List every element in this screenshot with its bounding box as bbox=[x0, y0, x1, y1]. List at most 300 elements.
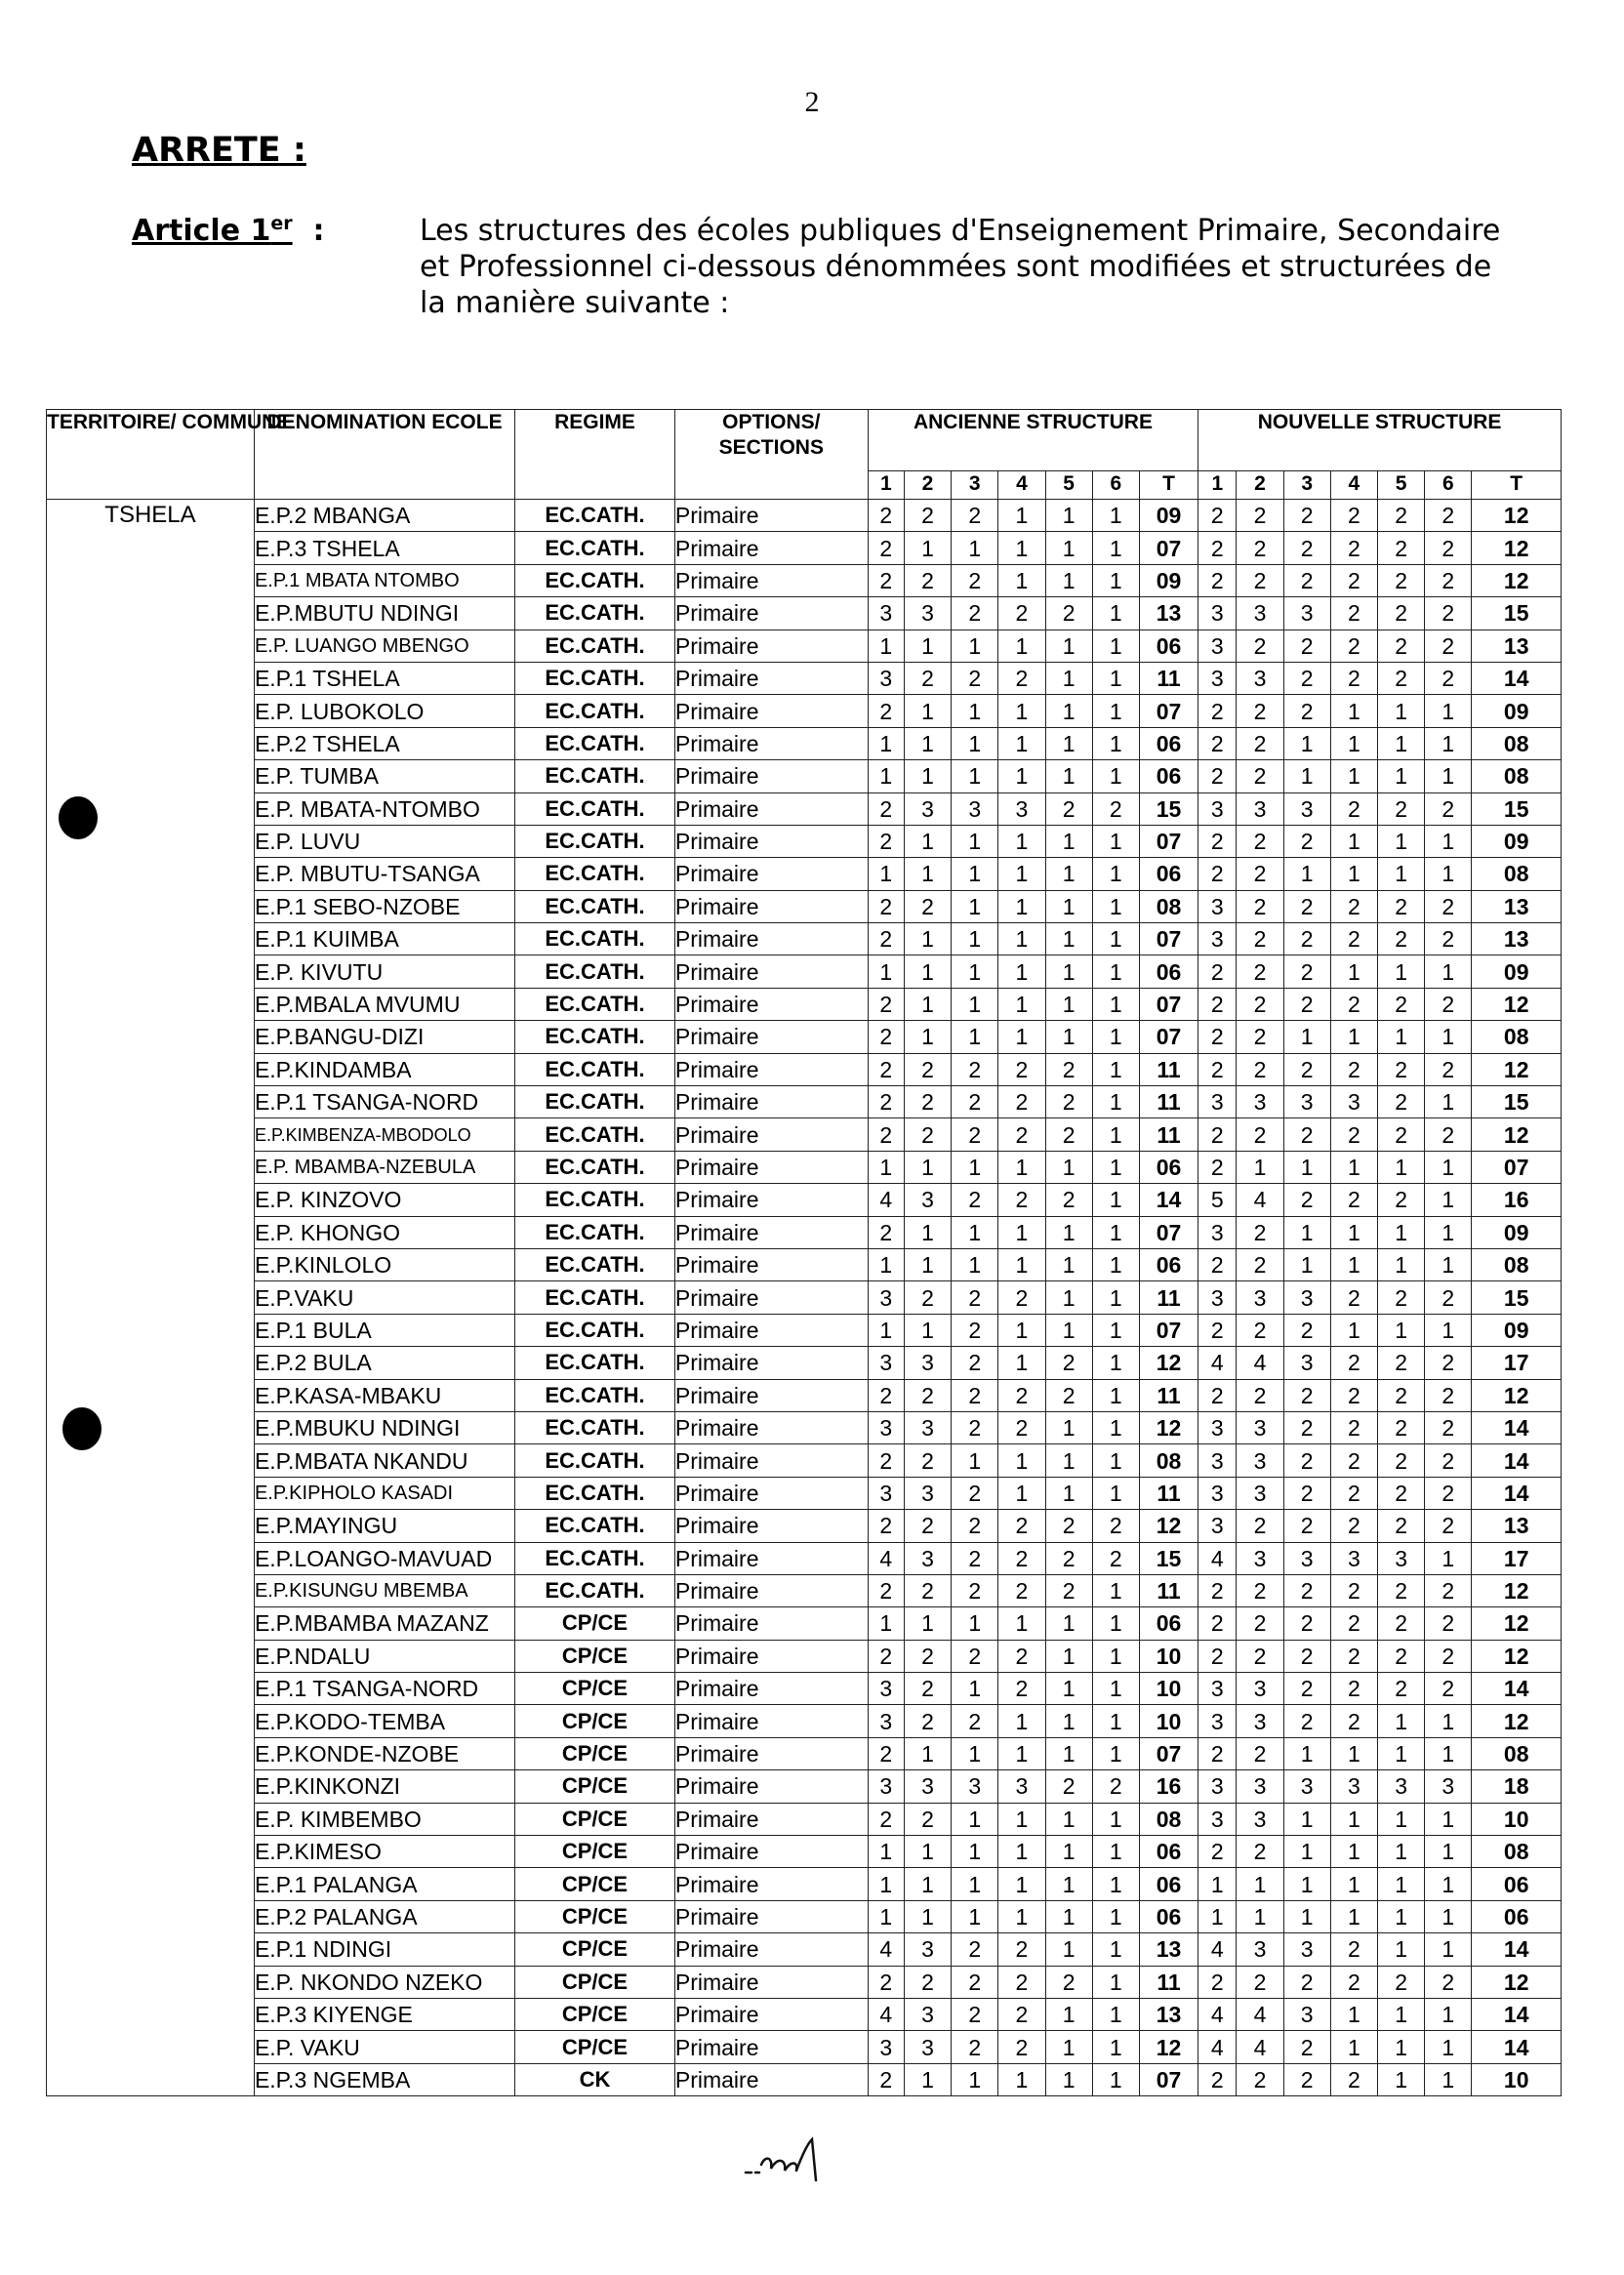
nouvelle-grade-cell: 2 bbox=[1378, 1966, 1425, 1998]
option-cell: Primaire bbox=[674, 825, 868, 857]
ancienne-grade-cell: 1 bbox=[1092, 1411, 1139, 1443]
ancienne-grade-cell: 3 bbox=[904, 1770, 951, 1803]
nouvelle-grade-cell: 2 bbox=[1425, 1607, 1472, 1640]
regime-cell: EC.CATH. bbox=[515, 955, 675, 988]
regime-cell: EC.CATH. bbox=[515, 1444, 675, 1477]
regime-cell: EC.CATH. bbox=[515, 1151, 675, 1183]
nouvelle-grade-cell: 4 bbox=[1237, 2031, 1283, 2063]
nouvelle-grade-cell: 2 bbox=[1283, 1673, 1330, 1705]
nouvelle-grade-cell: 2 bbox=[1237, 1248, 1283, 1280]
nouvelle-grade-cell: 3 bbox=[1283, 792, 1330, 825]
ancienne-grade-cell: 2 bbox=[998, 1966, 1045, 1998]
regime-cell: EC.CATH. bbox=[515, 1021, 675, 1053]
regime-cell: EC.CATH. bbox=[515, 1248, 675, 1280]
nouvelle-grade-cell: 2 bbox=[1198, 1118, 1237, 1151]
ancienne-grade-cell: 1 bbox=[1092, 1118, 1139, 1151]
school-name-cell: E.P.1 MBATA NTOMBO bbox=[254, 564, 514, 596]
nouvelle-grade-cell: 3 bbox=[1198, 597, 1237, 630]
option-cell: Primaire bbox=[674, 1021, 868, 1053]
regime-cell: EC.CATH. bbox=[515, 1542, 675, 1574]
ancienne-grade-cell: 1 bbox=[904, 695, 951, 727]
school-name-cell: E.P.KINLOLO bbox=[254, 1248, 514, 1280]
nouvelle-grade-cell: 3 bbox=[1283, 1542, 1330, 1574]
nouvelle-grade-cell: 2 bbox=[1283, 1640, 1330, 1672]
nouvelle-grade-cell: 1 bbox=[1330, 1151, 1377, 1183]
school-name-cell: E.P. LUVU bbox=[254, 825, 514, 857]
header-denomination: DENOMINATION ECOLE bbox=[254, 410, 514, 500]
ancienne-grade-cell: 1 bbox=[1045, 1314, 1092, 1346]
ancienne-total-cell: 13 bbox=[1139, 597, 1198, 630]
option-cell: Primaire bbox=[674, 760, 868, 792]
nouvelle-total-cell: 08 bbox=[1472, 727, 1562, 759]
nouvelle-grade-cell: 2 bbox=[1283, 1705, 1330, 1737]
nouvelle-grade-cell: 1 bbox=[1378, 1705, 1425, 1737]
nouvelle-grade-cell: 2 bbox=[1198, 1379, 1237, 1411]
ancienne-grade-cell: 1 bbox=[998, 1216, 1045, 1248]
header-new-grade-1: 1 bbox=[1198, 471, 1237, 500]
ancienne-grade-cell: 1 bbox=[904, 858, 951, 890]
nouvelle-total-cell: 12 bbox=[1472, 532, 1562, 564]
table-row bbox=[47, 1053, 1562, 1085]
regime-cell: EC.CATH. bbox=[515, 1281, 675, 1314]
ancienne-grade-cell: 2 bbox=[998, 1542, 1045, 1574]
ancienne-grade-cell: 1 bbox=[952, 760, 998, 792]
option-cell: Primaire bbox=[674, 1574, 868, 1606]
option-cell: Primaire bbox=[674, 1770, 868, 1803]
ancienne-grade-cell: 4 bbox=[868, 1542, 904, 1574]
ancienne-total-cell: 07 bbox=[1139, 1314, 1198, 1346]
ancienne-grade-cell: 1 bbox=[1092, 1347, 1139, 1379]
option-cell: Primaire bbox=[674, 923, 868, 955]
school-name-cell: E.P.KINKONZI bbox=[254, 1770, 514, 1803]
option-cell: Primaire bbox=[674, 988, 868, 1020]
ancienne-grade-cell: 1 bbox=[998, 500, 1045, 532]
school-name-cell: E.P. NKONDO NZEKO bbox=[254, 1966, 514, 1998]
nouvelle-grade-cell: 1 bbox=[1378, 1737, 1425, 1769]
nouvelle-grade-cell: 2 bbox=[1425, 597, 1472, 630]
ancienne-grade-cell: 1 bbox=[1092, 1640, 1139, 1672]
nouvelle-grade-cell: 2 bbox=[1198, 1021, 1237, 1053]
nouvelle-grade-cell: 2 bbox=[1378, 1444, 1425, 1477]
ancienne-grade-cell: 1 bbox=[998, 1803, 1045, 1835]
nouvelle-grade-cell: 2 bbox=[1237, 988, 1283, 1020]
ancienne-grade-cell: 1 bbox=[998, 1868, 1045, 1900]
ancienne-grade-cell: 2 bbox=[998, 1411, 1045, 1443]
regime-cell: EC.CATH. bbox=[515, 1574, 675, 1606]
nouvelle-grade-cell: 3 bbox=[1237, 1803, 1283, 1835]
nouvelle-grade-cell: 3 bbox=[1237, 1673, 1283, 1705]
ancienne-grade-cell: 1 bbox=[904, 532, 951, 564]
header-new-grade-4: 4 bbox=[1330, 471, 1377, 500]
ancienne-grade-cell: 1 bbox=[1045, 630, 1092, 662]
ancienne-total-cell: 07 bbox=[1139, 1216, 1198, 1248]
nouvelle-grade-cell: 2 bbox=[1198, 1053, 1237, 1085]
regime-cell: EC.CATH. bbox=[515, 500, 675, 532]
nouvelle-grade-cell: 2 bbox=[1198, 564, 1237, 596]
header-new-grade-t: T bbox=[1472, 471, 1562, 500]
nouvelle-grade-cell: 2 bbox=[1330, 1477, 1377, 1509]
nouvelle-grade-cell: 3 bbox=[1198, 1673, 1237, 1705]
nouvelle-total-cell: 10 bbox=[1472, 2063, 1562, 2095]
ancienne-grade-cell: 1 bbox=[1045, 1607, 1092, 1640]
nouvelle-grade-cell: 1 bbox=[1425, 1151, 1472, 1183]
ancienne-total-cell: 06 bbox=[1139, 1868, 1198, 1900]
ancienne-grade-cell: 2 bbox=[868, 1803, 904, 1835]
nouvelle-grade-cell: 4 bbox=[1198, 2031, 1237, 2063]
ancienne-grade-cell: 2 bbox=[998, 1086, 1045, 1118]
ancienne-grade-cell: 1 bbox=[998, 1477, 1045, 1509]
nouvelle-total-cell: 12 bbox=[1472, 1607, 1562, 1640]
nouvelle-grade-cell: 1 bbox=[1283, 727, 1330, 759]
ancienne-grade-cell: 2 bbox=[1045, 1379, 1092, 1411]
regime-cell: CP/CE bbox=[515, 1868, 675, 1900]
regime-cell: EC.CATH. bbox=[515, 662, 675, 694]
nouvelle-grade-cell: 2 bbox=[1283, 825, 1330, 857]
nouvelle-grade-cell: 4 bbox=[1237, 1184, 1283, 1216]
nouvelle-total-cell: 18 bbox=[1472, 1770, 1562, 1803]
nouvelle-grade-cell: 2 bbox=[1378, 1477, 1425, 1509]
ancienne-total-cell: 06 bbox=[1139, 760, 1198, 792]
nouvelle-grade-cell: 3 bbox=[1237, 1477, 1283, 1509]
nouvelle-grade-cell: 3 bbox=[1198, 1770, 1237, 1803]
ancienne-grade-cell: 1 bbox=[868, 1607, 904, 1640]
nouvelle-total-cell: 14 bbox=[1472, 1933, 1562, 1966]
nouvelle-grade-cell: 2 bbox=[1330, 792, 1377, 825]
ancienne-total-cell: 11 bbox=[1139, 662, 1198, 694]
school-name-cell: E.P.VAKU bbox=[254, 1281, 514, 1314]
nouvelle-grade-cell: 1 bbox=[1378, 1248, 1425, 1280]
nouvelle-grade-cell: 2 bbox=[1283, 1314, 1330, 1346]
nouvelle-grade-cell: 2 bbox=[1237, 923, 1283, 955]
nouvelle-grade-cell: 2 bbox=[1330, 597, 1377, 630]
nouvelle-grade-cell: 4 bbox=[1198, 1347, 1237, 1379]
nouvelle-grade-cell: 1 bbox=[1425, 1900, 1472, 1932]
ancienne-total-cell: 16 bbox=[1139, 1770, 1198, 1803]
nouvelle-grade-cell: 2 bbox=[1237, 1737, 1283, 1769]
ancienne-grade-cell: 2 bbox=[998, 1673, 1045, 1705]
option-cell: Primaire bbox=[674, 1966, 868, 1998]
nouvelle-grade-cell: 1 bbox=[1237, 1868, 1283, 1900]
ancienne-total-cell: 11 bbox=[1139, 1477, 1198, 1509]
ancienne-grade-cell: 1 bbox=[1045, 1477, 1092, 1509]
nouvelle-grade-cell: 3 bbox=[1283, 1933, 1330, 1966]
table-row bbox=[47, 1998, 1562, 2030]
ancienne-grade-cell: 1 bbox=[952, 1216, 998, 1248]
ancienne-grade-cell: 1 bbox=[1045, 1998, 1092, 2030]
ancienne-grade-cell: 1 bbox=[868, 1151, 904, 1183]
ancienne-grade-cell: 1 bbox=[904, 1314, 951, 1346]
nouvelle-grade-cell: 2 bbox=[1198, 1640, 1237, 1672]
ancienne-grade-cell: 3 bbox=[998, 1770, 1045, 1803]
table-row bbox=[47, 564, 1562, 596]
nouvelle-grade-cell: 1 bbox=[1425, 1868, 1472, 1900]
nouvelle-grade-cell: 2 bbox=[1237, 1021, 1283, 1053]
table-row bbox=[47, 1705, 1562, 1737]
ancienne-grade-cell: 2 bbox=[952, 1314, 998, 1346]
ancienne-grade-cell: 2 bbox=[952, 1574, 998, 1606]
nouvelle-grade-cell: 2 bbox=[1330, 988, 1377, 1020]
option-cell: Primaire bbox=[674, 1705, 868, 1737]
ancienne-grade-cell: 2 bbox=[952, 1411, 998, 1443]
ancienne-grade-cell: 2 bbox=[904, 1640, 951, 1672]
nouvelle-grade-cell: 4 bbox=[1198, 1933, 1237, 1966]
nouvelle-grade-cell: 2 bbox=[1237, 500, 1283, 532]
school-name-cell: E.P.MBUKU NDINGI bbox=[254, 1411, 514, 1443]
option-cell: Primaire bbox=[674, 1836, 868, 1868]
nouvelle-total-cell: 09 bbox=[1472, 695, 1562, 727]
nouvelle-grade-cell: 2 bbox=[1198, 727, 1237, 759]
school-name-cell: E.P.MAYINGU bbox=[254, 1510, 514, 1542]
option-cell: Primaire bbox=[674, 1151, 868, 1183]
ancienne-grade-cell: 1 bbox=[1092, 630, 1139, 662]
table-row bbox=[47, 858, 1562, 890]
ancienne-grade-cell: 1 bbox=[1045, 1868, 1092, 1900]
regime-cell: EC.CATH. bbox=[515, 792, 675, 825]
header-territoire: TERRITOIRE/ COMMUNE bbox=[47, 410, 255, 500]
ancienne-grade-cell: 3 bbox=[868, 1705, 904, 1737]
nouvelle-grade-cell: 2 bbox=[1283, 662, 1330, 694]
ancienne-grade-cell: 1 bbox=[1092, 760, 1139, 792]
nouvelle-total-cell: 12 bbox=[1472, 1966, 1562, 1998]
nouvelle-total-cell: 12 bbox=[1472, 564, 1562, 596]
table-row bbox=[47, 500, 1562, 532]
nouvelle-grade-cell: 2 bbox=[1330, 1607, 1377, 1640]
ancienne-grade-cell: 1 bbox=[1045, 1411, 1092, 1443]
nouvelle-total-cell: 14 bbox=[1472, 1411, 1562, 1443]
nouvelle-grade-cell: 3 bbox=[1237, 1411, 1283, 1443]
ancienne-grade-cell: 1 bbox=[952, 923, 998, 955]
option-cell: Primaire bbox=[674, 955, 868, 988]
ancienne-grade-cell: 1 bbox=[1092, 1966, 1139, 1998]
nouvelle-grade-cell: 2 bbox=[1425, 1966, 1472, 1998]
nouvelle-total-cell: 16 bbox=[1472, 1184, 1562, 1216]
nouvelle-grade-cell: 1 bbox=[1330, 1998, 1377, 2030]
ancienne-grade-cell: 1 bbox=[952, 1021, 998, 1053]
nouvelle-grade-cell: 1 bbox=[1425, 1803, 1472, 1835]
ancienne-grade-cell: 3 bbox=[904, 1184, 951, 1216]
nouvelle-grade-cell: 2 bbox=[1378, 1640, 1425, 1672]
ancienne-grade-cell: 3 bbox=[868, 597, 904, 630]
ancienne-grade-cell: 1 bbox=[868, 858, 904, 890]
nouvelle-grade-cell: 2 bbox=[1237, 1314, 1283, 1346]
nouvelle-grade-cell: 3 bbox=[1198, 1477, 1237, 1509]
ancienne-grade-cell: 1 bbox=[1045, 2063, 1092, 2095]
ancienne-grade-cell: 2 bbox=[1045, 1053, 1092, 1085]
table-row bbox=[47, 1574, 1562, 1606]
table-row bbox=[47, 2031, 1562, 2063]
nouvelle-grade-cell: 3 bbox=[1425, 1770, 1472, 1803]
ancienne-total-cell: 13 bbox=[1139, 1998, 1198, 2030]
nouvelle-grade-cell: 2 bbox=[1425, 1477, 1472, 1509]
nouvelle-grade-cell: 1 bbox=[1283, 1216, 1330, 1248]
ancienne-grade-cell: 2 bbox=[1045, 1574, 1092, 1606]
regime-cell: CP/CE bbox=[515, 1607, 675, 1640]
ancienne-total-cell: 11 bbox=[1139, 1086, 1198, 1118]
ancienne-grade-cell: 2 bbox=[904, 1966, 951, 1998]
nouvelle-grade-cell: 2 bbox=[1425, 564, 1472, 596]
nouvelle-grade-cell: 3 bbox=[1378, 1770, 1425, 1803]
arrete-heading: ARRETE : bbox=[132, 131, 306, 170]
ancienne-grade-cell: 3 bbox=[868, 662, 904, 694]
ancienne-grade-cell: 1 bbox=[868, 760, 904, 792]
nouvelle-grade-cell: 1 bbox=[1425, 1216, 1472, 1248]
nouvelle-grade-cell: 1 bbox=[1283, 858, 1330, 890]
table-row bbox=[47, 1151, 1562, 1183]
ancienne-grade-cell: 1 bbox=[868, 1836, 904, 1868]
article-separator: : bbox=[312, 214, 325, 248]
ancienne-total-cell: 11 bbox=[1139, 1281, 1198, 1314]
ancienne-grade-cell: 1 bbox=[1092, 500, 1139, 532]
nouvelle-grade-cell: 1 bbox=[1425, 1021, 1472, 1053]
ancienne-grade-cell: 1 bbox=[1092, 858, 1139, 890]
header-new-grade-6: 6 bbox=[1425, 471, 1472, 500]
nouvelle-total-cell: 09 bbox=[1472, 1314, 1562, 1346]
nouvelle-grade-cell: 2 bbox=[1237, 1510, 1283, 1542]
ancienne-total-cell: 09 bbox=[1139, 564, 1198, 596]
nouvelle-grade-cell: 2 bbox=[1198, 2063, 1237, 2095]
nouvelle-grade-cell: 2 bbox=[1283, 923, 1330, 955]
nouvelle-grade-cell: 2 bbox=[1198, 1836, 1237, 1868]
table-row bbox=[47, 1444, 1562, 1477]
ancienne-grade-cell: 1 bbox=[868, 1248, 904, 1280]
nouvelle-grade-cell: 1 bbox=[1283, 1737, 1330, 1769]
school-name-cell: E.P.1 NDINGI bbox=[254, 1933, 514, 1966]
ancienne-grade-cell: 1 bbox=[998, 1444, 1045, 1477]
table-row bbox=[47, 662, 1562, 694]
table-row bbox=[47, 1248, 1562, 1280]
ancienne-grade-cell: 1 bbox=[952, 1737, 998, 1769]
table-row bbox=[47, 1966, 1562, 1998]
ancienne-grade-cell: 1 bbox=[1092, 564, 1139, 596]
ancienne-total-cell: 08 bbox=[1139, 1444, 1198, 1477]
option-cell: Primaire bbox=[674, 500, 868, 532]
nouvelle-grade-cell: 1 bbox=[1425, 1314, 1472, 1346]
ancienne-grade-cell: 1 bbox=[1092, 825, 1139, 857]
regime-cell: CP/CE bbox=[515, 1673, 675, 1705]
nouvelle-grade-cell: 1 bbox=[1425, 760, 1472, 792]
ancienne-grade-cell: 2 bbox=[998, 2031, 1045, 2063]
nouvelle-grade-cell: 2 bbox=[1198, 1248, 1237, 1280]
ancienne-grade-cell: 1 bbox=[1045, 662, 1092, 694]
nouvelle-grade-cell: 2 bbox=[1198, 760, 1237, 792]
ancienne-grade-cell: 1 bbox=[1092, 2063, 1139, 2095]
nouvelle-total-cell: 17 bbox=[1472, 1347, 1562, 1379]
school-name-cell: E.P.KIPHOLO KASADI bbox=[254, 1477, 514, 1509]
option-cell: Primaire bbox=[674, 1314, 868, 1346]
nouvelle-grade-cell: 1 bbox=[1378, 1216, 1425, 1248]
ancienne-grade-cell: 2 bbox=[868, 695, 904, 727]
nouvelle-grade-cell: 2 bbox=[1378, 662, 1425, 694]
ancienne-total-cell: 15 bbox=[1139, 1542, 1198, 1574]
option-cell: Primaire bbox=[674, 1281, 868, 1314]
header-regime: REGIME bbox=[515, 410, 675, 500]
table-row bbox=[47, 1086, 1562, 1118]
nouvelle-grade-cell: 1 bbox=[1330, 1314, 1377, 1346]
ancienne-grade-cell: 1 bbox=[952, 1444, 998, 1477]
nouvelle-grade-cell: 2 bbox=[1283, 500, 1330, 532]
ancienne-grade-cell: 1 bbox=[904, 1216, 951, 1248]
ancienne-grade-cell: 1 bbox=[1092, 1737, 1139, 1769]
nouvelle-grade-cell: 2 bbox=[1237, 2063, 1283, 2095]
ancienne-total-cell: 09 bbox=[1139, 500, 1198, 532]
nouvelle-total-cell: 07 bbox=[1472, 1151, 1562, 1183]
ancienne-grade-cell: 2 bbox=[868, 1021, 904, 1053]
nouvelle-grade-cell: 1 bbox=[1425, 955, 1472, 988]
nouvelle-total-cell: 12 bbox=[1472, 500, 1562, 532]
page-number: 2 bbox=[804, 86, 820, 118]
table-row bbox=[47, 760, 1562, 792]
nouvelle-grade-cell: 2 bbox=[1378, 564, 1425, 596]
ancienne-grade-cell: 1 bbox=[904, 630, 951, 662]
school-name-cell: E.P.3 TSHELA bbox=[254, 532, 514, 564]
nouvelle-grade-cell: 2 bbox=[1425, 1673, 1472, 1705]
school-name-cell: E.P.KONDE-NZOBE bbox=[254, 1737, 514, 1769]
ancienne-grade-cell: 1 bbox=[952, 955, 998, 988]
ancienne-grade-cell: 1 bbox=[952, 2063, 998, 2095]
nouvelle-grade-cell: 3 bbox=[1198, 1444, 1237, 1477]
ancienne-grade-cell: 1 bbox=[1092, 1216, 1139, 1248]
ancienne-total-cell: 11 bbox=[1139, 1118, 1198, 1151]
nouvelle-grade-cell: 1 bbox=[1283, 1151, 1330, 1183]
ancienne-grade-cell: 2 bbox=[952, 1053, 998, 1085]
nouvelle-total-cell: 08 bbox=[1472, 858, 1562, 890]
nouvelle-total-cell: 12 bbox=[1472, 1705, 1562, 1737]
ancienne-grade-cell: 2 bbox=[868, 923, 904, 955]
header-old-grade-4: 4 bbox=[998, 471, 1045, 500]
nouvelle-grade-cell: 1 bbox=[1425, 1998, 1472, 2030]
ancienne-grade-cell: 2 bbox=[904, 500, 951, 532]
ancienne-grade-cell: 2 bbox=[1045, 1770, 1092, 1803]
nouvelle-grade-cell: 3 bbox=[1237, 792, 1283, 825]
nouvelle-grade-cell: 1 bbox=[1378, 1900, 1425, 1932]
nouvelle-grade-cell: 1 bbox=[1330, 1021, 1377, 1053]
nouvelle-grade-cell: 2 bbox=[1378, 597, 1425, 630]
ancienne-grade-cell: 1 bbox=[998, 825, 1045, 857]
nouvelle-grade-cell: 2 bbox=[1198, 955, 1237, 988]
nouvelle-grade-cell: 1 bbox=[1283, 1803, 1330, 1835]
ancienne-grade-cell: 1 bbox=[998, 1900, 1045, 1932]
school-name-cell: E.P.2 PALANGA bbox=[254, 1900, 514, 1932]
ancienne-grade-cell: 1 bbox=[998, 564, 1045, 596]
nouvelle-grade-cell: 1 bbox=[1425, 727, 1472, 759]
ancienne-grade-cell: 2 bbox=[868, 1574, 904, 1606]
nouvelle-grade-cell: 1 bbox=[1425, 695, 1472, 727]
nouvelle-grade-cell: 1 bbox=[1378, 1933, 1425, 1966]
option-cell: Primaire bbox=[674, 1673, 868, 1705]
school-name-cell: E.P.1 TSHELA bbox=[254, 662, 514, 694]
nouvelle-grade-cell: 2 bbox=[1237, 1379, 1283, 1411]
ancienne-grade-cell: 2 bbox=[952, 1118, 998, 1151]
ancienne-grade-cell: 2 bbox=[868, 1379, 904, 1411]
nouvelle-grade-cell: 1 bbox=[1425, 1248, 1472, 1280]
ancienne-grade-cell: 1 bbox=[1092, 1151, 1139, 1183]
ancienne-grade-cell: 2 bbox=[998, 1118, 1045, 1151]
nouvelle-total-cell: 13 bbox=[1472, 890, 1562, 922]
option-cell: Primaire bbox=[674, 1086, 868, 1118]
option-cell: Primaire bbox=[674, 1607, 868, 1640]
ancienne-grade-cell: 2 bbox=[904, 1673, 951, 1705]
nouvelle-total-cell: 12 bbox=[1472, 1053, 1562, 1085]
nouvelle-grade-cell: 1 bbox=[1283, 1836, 1330, 1868]
ancienne-grade-cell: 4 bbox=[868, 1184, 904, 1216]
nouvelle-grade-cell: 1 bbox=[1425, 858, 1472, 890]
nouvelle-grade-cell: 2 bbox=[1283, 1118, 1330, 1151]
nouvelle-grade-cell: 2 bbox=[1283, 630, 1330, 662]
school-name-cell: E.P.1 KUIMBA bbox=[254, 923, 514, 955]
nouvelle-grade-cell: 2 bbox=[1237, 825, 1283, 857]
ancienne-grade-cell: 1 bbox=[998, 858, 1045, 890]
ancienne-grade-cell: 1 bbox=[868, 1314, 904, 1346]
